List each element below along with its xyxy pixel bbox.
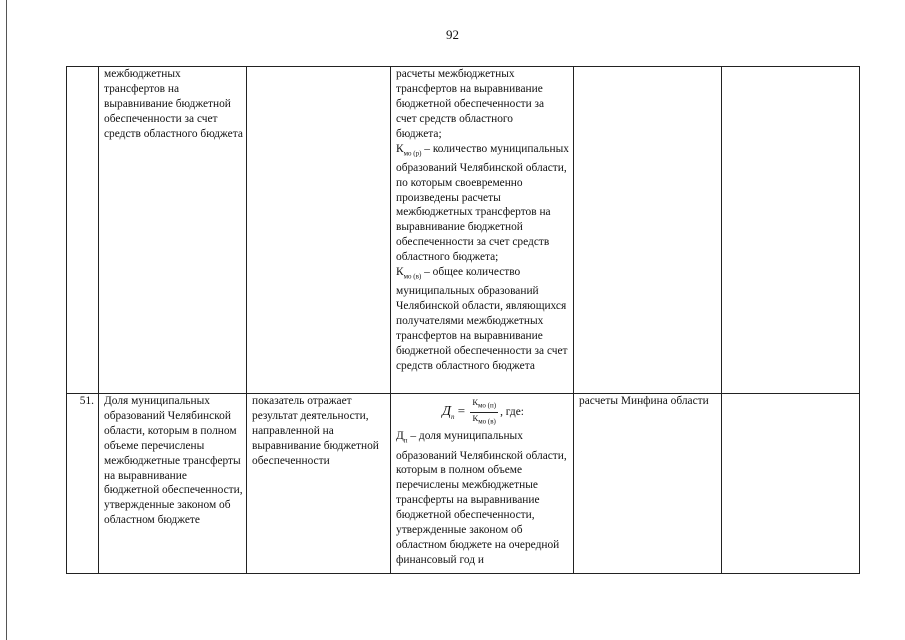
method-line: счет средств областного xyxy=(396,112,514,125)
variable-symbol: К xyxy=(396,266,404,279)
extra-cell xyxy=(722,67,860,394)
variable-definition-share xyxy=(396,429,570,567)
row-number: 51. xyxy=(79,395,94,407)
data-source: расчеты Минфина области xyxy=(579,395,709,407)
variable-symbol: Д xyxy=(396,430,404,443)
method-line: бюджета; xyxy=(396,127,442,140)
method-line: расчеты межбюджетных xyxy=(396,68,515,80)
formula xyxy=(396,394,570,429)
formula-equals: = xyxy=(454,403,469,419)
indicator-description: показатель отражает результат деятельности, направленной на выравнивание бюджетной обеспеченности xyxy=(252,395,379,467)
variable-description: – доля муниципальных образований Челябинской области, которым в полном объеме перечислены межбюджетные трансферты на выравнивание бюджетной обеспеченности, утвержденные законом об областном бюджете на очередной финансовый год и xyxy=(396,430,567,566)
number-cell xyxy=(67,394,99,574)
method-line: трансфертов на выравнивание xyxy=(396,82,543,95)
variable-symbol: К xyxy=(396,142,404,155)
method-line: бюджетной обеспеченности за xyxy=(396,97,545,110)
formula-lhs: $Д_п$ xyxy=(442,404,455,421)
variable-subscript: мо (р) xyxy=(403,148,422,157)
indicator-table xyxy=(66,66,860,574)
formula-tail: , где: xyxy=(500,406,524,419)
variable-description: – общее количество муниципальных образований Челябинской области, являющихся получателями межбюджетных трансфертов на выравнивание бюджетной обеспеченности за счет средств областного бюджета xyxy=(396,266,568,372)
variable-definition-timely xyxy=(396,142,570,266)
number-cell xyxy=(67,67,99,394)
description-cell xyxy=(247,394,391,574)
formula-numerator: $К_{мо (п)}$ xyxy=(470,397,498,413)
formula-fraction xyxy=(470,397,498,427)
extra-cell xyxy=(722,394,860,574)
source-cell xyxy=(574,67,722,394)
formula-denominator: $К_{мо (в)}$ xyxy=(472,412,496,426)
table-row xyxy=(67,67,860,394)
indicator-name-cell xyxy=(99,67,247,394)
indicator-name-text: межбюджетных трансфертов на выравнивание бюджетной обеспеченности за счет средств областного бюджета xyxy=(104,68,243,140)
indicator-name-text: Доля муниципальных образований Челябинской области, которым в полном объеме перечислены межбюджетные трансферты на выравнивание бюджетной обеспеченности, утвержденные законом об областном бюджете xyxy=(104,395,243,527)
source-cell xyxy=(574,394,722,574)
method-cell xyxy=(391,67,574,394)
page-left-edge xyxy=(6,0,7,640)
variable-definition-total xyxy=(396,265,570,374)
variable-subscript: п xyxy=(403,436,408,445)
variable-subscript: мо (в) xyxy=(403,272,422,281)
page-number: 92 xyxy=(446,27,459,42)
indicator-name-cell xyxy=(99,394,247,574)
variable-description: – количество муниципальных образований Челябинской области, по которым своевременно произведены расчеты межбюджетных трансфертов на выравнивание бюджетной обеспеченности за счет средств областного бюджета; xyxy=(396,142,569,264)
method-cell xyxy=(391,394,574,574)
table-row xyxy=(67,394,860,574)
description-cell xyxy=(247,67,391,394)
